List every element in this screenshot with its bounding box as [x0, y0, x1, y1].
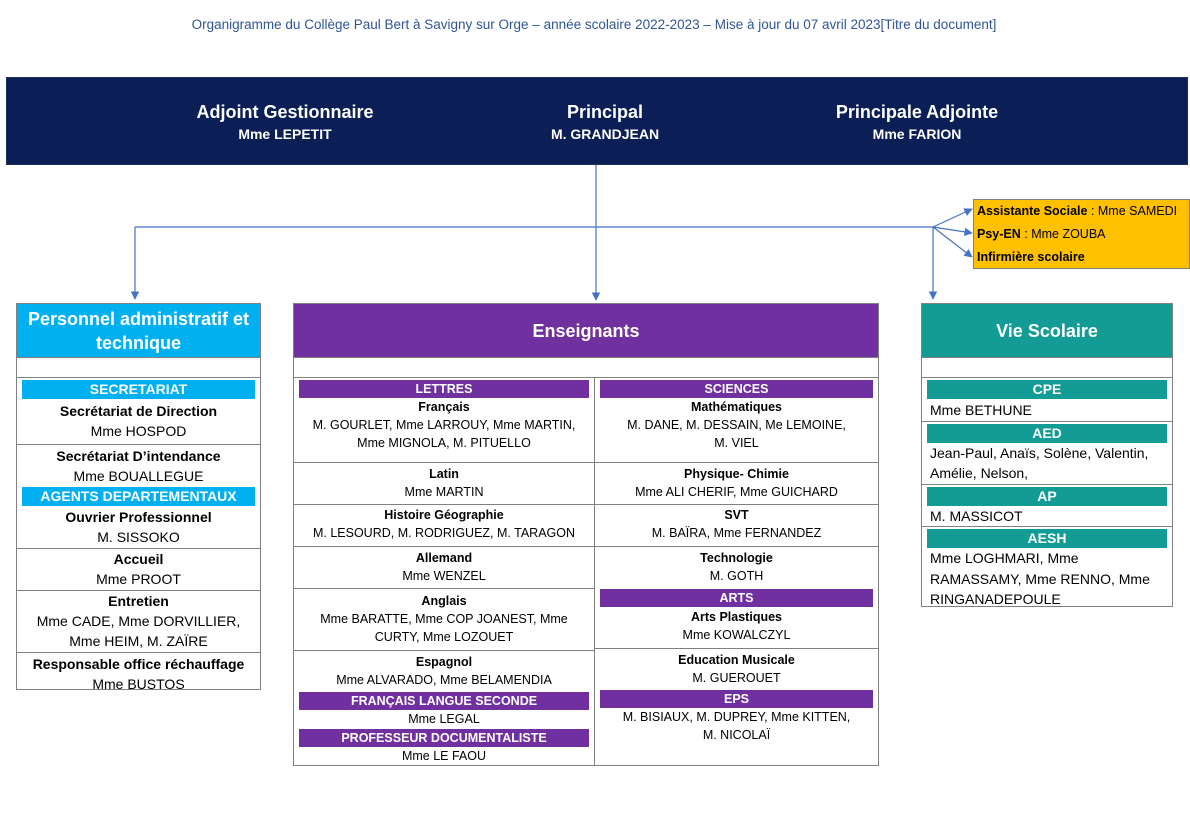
subject-names: Mme WENZEL [402, 569, 486, 583]
subject-heading: Histoire Géographie [384, 508, 504, 522]
band-fls: FRANÇAIS LANGUE SECONDE [299, 692, 589, 710]
leader-name: Mme FARION [872, 126, 962, 142]
specialist-name: Mme SAMEDI [1097, 204, 1178, 218]
band-ap: AP [927, 487, 1167, 506]
specialist-psy-en [974, 223, 1189, 246]
eps-names: M. BISIAUX, M. DUPREY, Mme KITTEN, M. NICOLAÏ [622, 710, 851, 742]
subject-names: Mme KOWALCZYL [682, 628, 791, 642]
subject-espagnol [294, 651, 594, 691]
leadership-banner [6, 77, 1188, 165]
band-secretariat: SECRETARIAT [22, 380, 255, 399]
specialists-box [973, 199, 1190, 269]
vie-names-cpe: Mme BETHUNE [922, 399, 1172, 422]
cell-heading: Responsable office réchauffage [32, 656, 245, 672]
teachers-column [293, 303, 879, 766]
vie-names-ap: M. MASSICOT [922, 506, 1172, 528]
subject-names: M. GOTH [709, 569, 764, 583]
subject-allemand [294, 547, 594, 589]
cell-names: M. SISSOKO [97, 529, 180, 545]
subject-names: Mme BARATTE, Mme COP JOANEST, Mme CURTY, Mme LOZOUET [320, 612, 568, 644]
leader-principale-adjointe [767, 100, 1067, 144]
subject-heading: Arts Plastiques [690, 610, 782, 624]
leader-principal [455, 100, 755, 144]
vie-names-aesh: Mme LOGHMARI, Mme RAMASSAMY, Mme RENNO, Mme RINGANADEPOULE [930, 550, 1150, 607]
subject-names: M. DANE, M. DESSAIN, Me LEMOINE, M. VIEL [627, 418, 846, 450]
spacer-row [922, 357, 1172, 378]
band-sciences: SCIENCES [600, 380, 873, 398]
band-aesh: AESH [927, 529, 1167, 548]
spacer-row [17, 357, 260, 378]
subject-heading: Physique- Chimie [684, 467, 789, 481]
spacer-row [294, 357, 878, 378]
cell-names: Mme BOUALLEGUE [73, 468, 204, 484]
subject-heading: Education Musicale [678, 653, 795, 667]
subject-heading: Français [418, 400, 470, 414]
teachers-left-column [294, 378, 594, 765]
teachers-column-title: Enseignants [294, 304, 878, 357]
cell-heading: Entretien [108, 593, 169, 609]
leader-name: Mme LEPETIT [238, 126, 332, 142]
leader-name: M. GRANDJEAN [550, 126, 660, 142]
fls-names: Mme LEGAL [408, 712, 480, 726]
subject-technologie [595, 547, 878, 589]
subject-names: M. BAÏRA, Mme FERNANDEZ [651, 526, 822, 540]
cell-names: Mme BUSTOS [92, 676, 185, 692]
subject-latin [294, 463, 594, 505]
subject-education-musicale [595, 649, 878, 689]
documentaliste-names: Mme LE FAOU [401, 749, 487, 763]
admin-cell-secretariat-direction [17, 399, 260, 445]
subject-heading: Espagnol [415, 655, 473, 669]
cell-names: Mme CADE, Mme DORVILLIER, Mme HEIM, M. ZAÏRE [36, 613, 241, 649]
band-documentaliste: PROFESSEUR DOCUMENTALISTE [299, 729, 589, 747]
subject-histoire-geographie [294, 505, 594, 547]
cell-names: Mme PROOT [96, 571, 181, 587]
subject-names: Mme ALI CHERIF, Mme GUICHARD [635, 485, 838, 499]
subject-heading: Mathématiques [691, 400, 782, 414]
teachers-right-column [595, 378, 878, 744]
specialist-sep: : [1020, 227, 1032, 241]
subject-names: M. GOURLET, Mme LARROUY, Mme MARTIN, Mme MIGNOLA, M. PITUELLO [312, 418, 576, 450]
cell-heading: Secrétariat D’intendance [56, 448, 221, 464]
subject-names: Mme MARTIN [404, 485, 484, 499]
subject-svt [595, 505, 878, 547]
specialist-name: Mme ZOUBA [1031, 227, 1106, 241]
band-lettres: LETTRES [299, 380, 589, 398]
connector-psy-en [933, 227, 972, 233]
subject-heading: Allemand [415, 551, 473, 565]
admin-cell-entretien [17, 591, 260, 653]
admin-cell-secretariat-intendance [17, 445, 260, 486]
subject-names: M. GUEROUET [692, 671, 781, 685]
admin-cell-office [17, 653, 260, 694]
subject-physique-chimie [595, 463, 878, 505]
leader-title: Principale Adjointe [835, 102, 999, 122]
subject-heading: Anglais [421, 594, 467, 608]
specialist-role: Infirmière scolaire [977, 250, 1085, 264]
band-cpe: CPE [927, 380, 1167, 399]
specialist-role: Assistante Sociale [977, 204, 1088, 218]
cell-names: Mme HOSPOD [90, 423, 187, 439]
admin-column-title: Personnel administratif et technique [17, 304, 260, 357]
subject-names: M. LESOURD, M. RODRIGUEZ, M. TARAGON [312, 526, 576, 540]
cell-heading: Secrétariat de Direction [59, 403, 218, 419]
band-aed: AED [927, 424, 1167, 443]
document-title: Organigramme du Collège Paul Bert à Savigny sur Orge – année scolaire 2022-2023 – Mise à jour du 07 avril 2023[Titre du document] [191, 17, 997, 32]
subject-anglais [294, 589, 594, 651]
subject-heading: SVT [724, 508, 749, 522]
subject-heading: Latin [429, 467, 459, 481]
band-arts: ARTS [600, 589, 873, 607]
cell-heading: Accueil [113, 551, 164, 567]
vie-scolaire-column [921, 303, 1173, 607]
admin-column [16, 303, 261, 690]
subject-names: Mme ALVARADO, Mme BELAMENDIA [336, 673, 552, 687]
cell-heading: Ouvrier Professionnel [65, 509, 212, 525]
admin-cell-accueil [17, 549, 260, 591]
leader-title: Adjoint Gestionnaire [196, 102, 374, 122]
subject-heading: Technologie [700, 551, 773, 565]
subject-arts-plastiques [595, 607, 878, 649]
specialist-assistante-sociale [974, 200, 1189, 223]
connector-assistante-sociale [933, 209, 972, 227]
specialist-sep: : [1087, 204, 1098, 218]
subject-francais [294, 398, 594, 463]
vie-scolaire-column-title: Vie Scolaire [922, 304, 1172, 357]
leader-title: Principal [566, 102, 644, 122]
band-agents: AGENTS DEPARTEMENTAUX [22, 487, 255, 506]
specialist-infirmiere [974, 246, 1189, 269]
connector-infirmiere [933, 227, 972, 257]
subject-mathematiques [595, 398, 878, 463]
admin-cell-ouvrier [17, 506, 260, 549]
band-eps: EPS [600, 690, 873, 708]
leader-adjoint-gestionnaire [135, 100, 435, 144]
specialist-role: Psy-EN [977, 227, 1021, 241]
vie-names-aed: Jean-Paul, Anaïs, Solène, Valentin, Amélie, Nelson, [922, 443, 1172, 485]
